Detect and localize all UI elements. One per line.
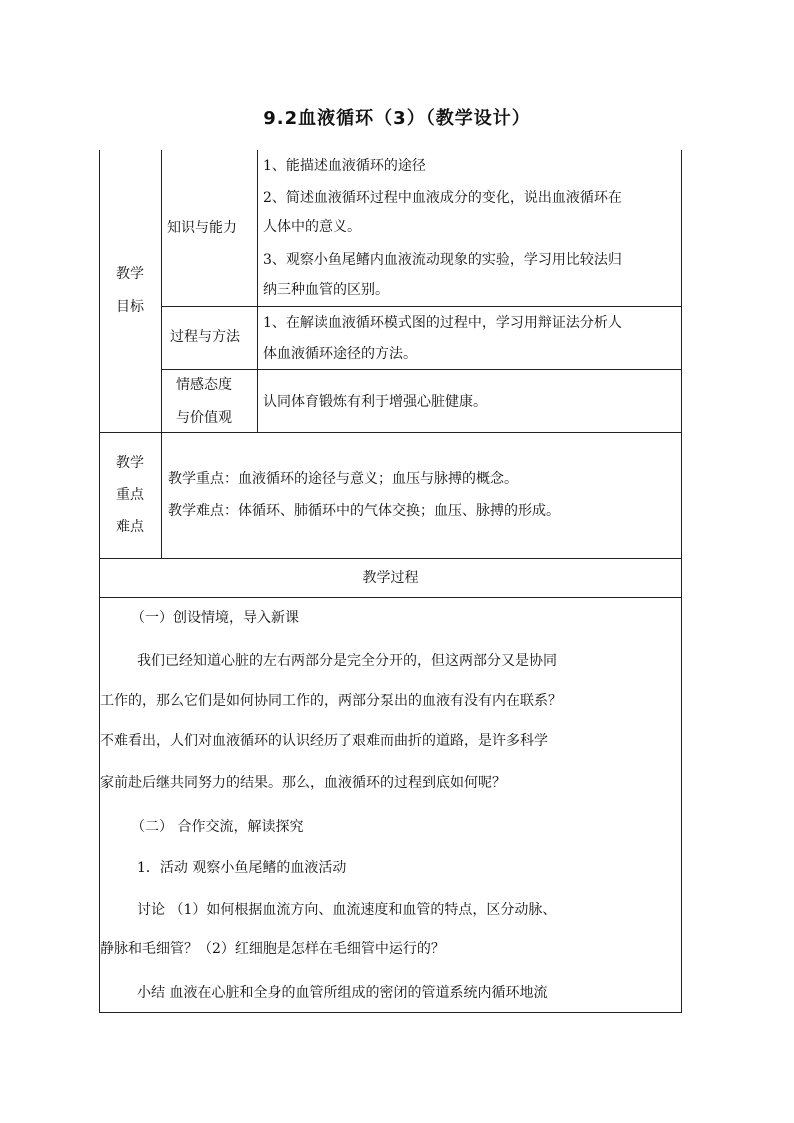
- objectives-label-line2: 目标: [116, 299, 144, 315]
- table-divider-v1: [161, 150, 162, 558]
- process-paragraph-line-1: 我们已经知道心脏的左右两部分是完全分开的，但这两部分又是协同: [137, 653, 557, 669]
- knowledge-line-3: 人体中的意义。: [263, 219, 361, 235]
- table-divider-v2: [257, 150, 258, 433]
- knowledge-line-2: 2、简述血液循环过程中血液成分的变化，说出血液循环在: [263, 190, 622, 206]
- key-points-label-line3: 难点: [116, 519, 144, 535]
- table-border-bottom: [99, 1012, 682, 1013]
- process-heading-2: （二） 合作交流，解读探究: [131, 819, 304, 835]
- document-title: 9.2血液循环（3）（教学设计）: [263, 108, 531, 129]
- table-divider-h3: [99, 432, 682, 433]
- activity-line: 1．活动 观察小鱼尾鳍的血液活动: [137, 860, 347, 876]
- process-paragraph-line-3: 不难看出，人们对血液循环的认识经历了艰难而曲折的道路，是许多科学: [100, 733, 548, 749]
- discussion-line-2: 静脉和毛细管？（2）红细胞是怎样在毛细管中运行的？: [100, 941, 445, 957]
- table-divider-h2: [161, 369, 682, 370]
- knowledge-line-5: 纳三种血管的区别。: [263, 282, 389, 298]
- process-method-line-2: 体血液循环途径的方法。: [263, 346, 417, 362]
- objectives-label-line1: 教学: [116, 266, 144, 282]
- teaching-difficulty: 教学难点：体循环、肺循环中的气体交换；血压、脉搏的形成。: [168, 503, 560, 519]
- knowledge-line-1: 1、能描述血液循环的途径: [263, 158, 426, 174]
- teaching-focus: 教学重点：血液循环的途径与意义；血压与脉搏的概念。: [168, 471, 518, 487]
- table-divider-h5: [99, 597, 682, 598]
- process-heading-1: （一）创设情境，导入新课: [131, 610, 299, 626]
- process-paragraph-line-4: 家前赴后继共同努力的结果。那么，血液循环的过程到底如何呢？: [100, 775, 506, 791]
- table-divider-h4: [99, 558, 682, 559]
- summary-line: 小结 血液在心脏和全身的血管所组成的密闭的管道系统内循环地流: [137, 985, 548, 1001]
- table-divider-h1: [161, 306, 682, 307]
- process-paragraph-line-2: 工作的，那么它们是如何协同工作的，两部分泵出的血液有没有内在联系？: [100, 693, 562, 709]
- process-method-line-1: 1、在解读血液循环模式图的过程中，学习用辩证法分析人: [263, 315, 622, 331]
- discussion-line-1: 讨论 （1）如何根据血流方向、血流速度和血管的特点，区分动脉、: [137, 902, 557, 918]
- process-method-label: 过程与方法: [170, 329, 240, 345]
- key-points-label-line1: 教学: [116, 455, 144, 471]
- attitude-text: 认同体育锻炼有利于增强心脏健康。: [263, 394, 487, 410]
- knowledge-line-4: 3、观察小鱼尾鳍内血液流动现象的实验，学习用比较法归: [263, 252, 622, 268]
- teaching-process-header: 教学过程: [362, 570, 419, 586]
- key-points-label-line2: 重点: [116, 487, 144, 503]
- attitude-label-line2: 与价值观: [176, 410, 232, 426]
- knowledge-label: 知识与能力: [167, 220, 237, 236]
- attitude-label-line1: 情感态度: [176, 377, 232, 393]
